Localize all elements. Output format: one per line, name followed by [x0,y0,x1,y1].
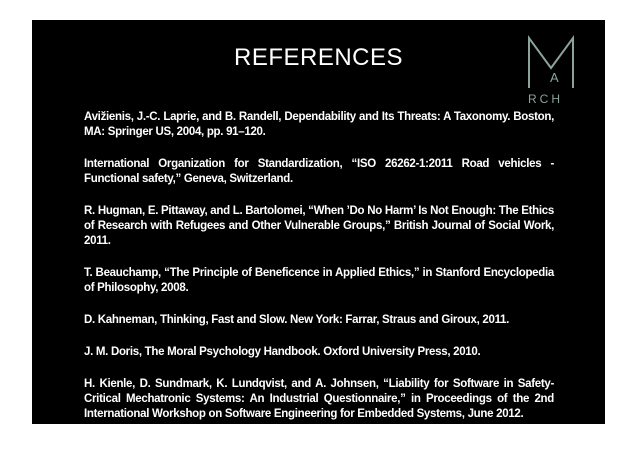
logo-rch: RCH [528,92,563,106]
reference-item: T. Beauchamp, “The Principle of Beneficence in Applied Ethics,” in Stanford Encyclopedia of Philosophy, 2008. [84,267,554,294]
slide-title: REFERENCES [233,44,404,71]
slide [32,20,605,424]
reference-item: R. Hugman, E. Pittaway, and L. Bartolomei, “When ’Do No Harm’ Is Not Enough: The Ethics of Research with Refugees and Other Vulnerable Groups,” British Journal of Social Work, 2011. [84,205,554,247]
reference-item: International Organization for Standardization, “ISO 26262-1:2011 Road vehicles - Functional safety,” Geneva, Switzerland. [84,158,554,185]
reference-item: D. Kahneman, Thinking, Fast and Slow. New York: Farrar, Straus and Giroux, 2011. [84,314,510,326]
reference-item: J. M. Doris, The Moral Psychology Handbook. Oxford University Press, 2010. [84,346,481,358]
reference-item: Aviz̆ienis, J.-C. Laprie, and B. Randell, Dependability and Its Threats: A Taxonomy. Boston, MA: Springer US, 2004, pp. 91–120. [84,111,554,138]
reference-list [84,110,554,439]
reference-item: H. Kienle, D. Sundmark, K. Lundqvist, and A. Johnsen, “Liability for Software in Safety-Critical Mechatronic Systems: An Industrial Questionnaire,” in Proceedings of the 2nd International Workshop on Software Engineering for Embedded Systems, June 2012. [84,378,554,420]
march-logo [526,34,576,114]
logo-a: A [550,70,561,85]
